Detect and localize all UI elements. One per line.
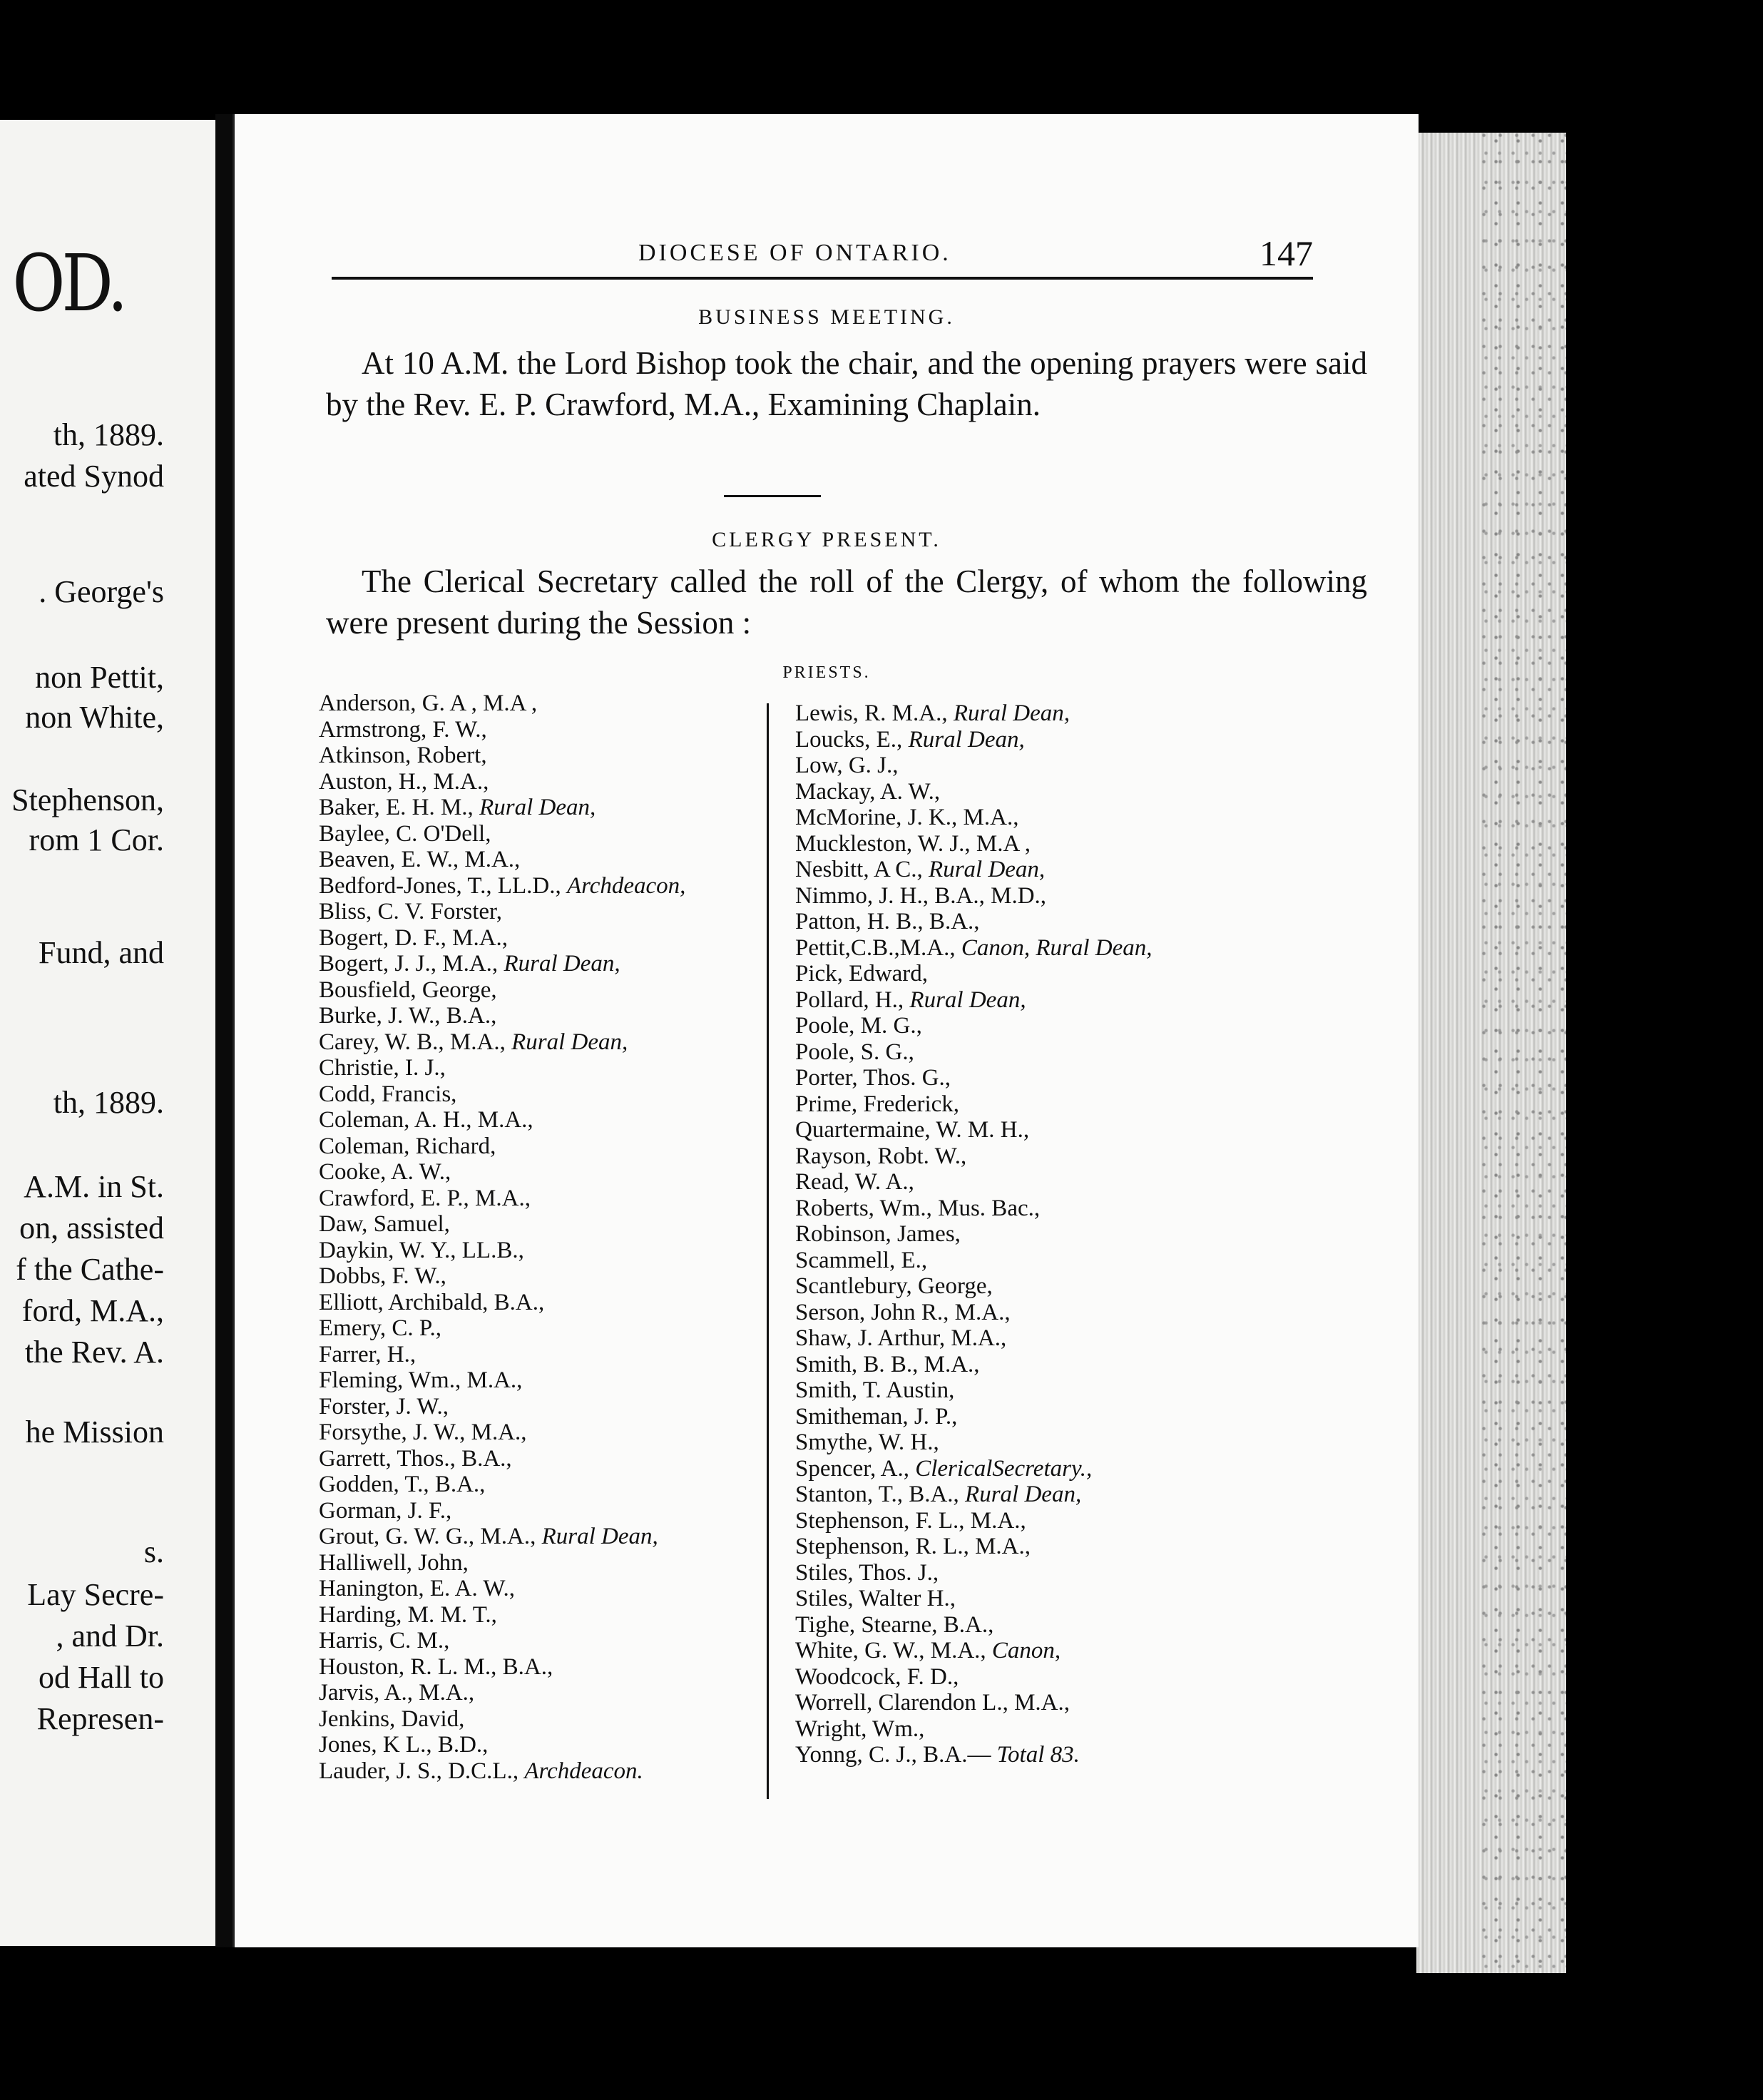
priest-name: Daykin, W. Y., LL.B., <box>319 1237 524 1263</box>
priest-entry <box>795 1482 1153 1508</box>
priest-entry <box>319 1342 685 1368</box>
priest-name: Stephenson, F. L., M.A., <box>795 1507 1026 1534</box>
priest-entry <box>319 1732 685 1758</box>
priest-entry <box>795 753 1153 779</box>
priest-entry <box>319 1315 685 1342</box>
priests-list-right <box>795 700 1153 1768</box>
priest-name: Smitheman, J. P., <box>795 1403 958 1429</box>
priest-name: Read, W. A., <box>795 1169 914 1195</box>
left-text-line: non White, <box>25 700 164 735</box>
header-rule <box>332 277 1313 280</box>
priest-entry <box>795 1248 1153 1274</box>
priest-name: Anderson, G. A , M.A , <box>319 690 538 716</box>
priest-role: Rural Dean, <box>504 951 620 977</box>
priest-role: Rural Dean, <box>511 1029 628 1055</box>
left-text-line: th, 1889. <box>53 1085 164 1120</box>
priest-entry <box>795 727 1153 753</box>
main-page <box>232 114 1419 1947</box>
priest-name: Rayson, Robt. W., <box>795 1143 967 1169</box>
priest-name: Codd, Francis, <box>319 1081 457 1107</box>
priest-entry <box>795 1196 1153 1222</box>
priest-entry <box>319 847 685 873</box>
priest-entry <box>795 1638 1153 1664</box>
priest-name: Poole, M. G., <box>795 1013 922 1039</box>
priest-entry <box>319 1394 685 1420</box>
priest-name: Robinson, James, <box>795 1221 961 1247</box>
priest-entry <box>319 1055 685 1081</box>
left-text-line: od Hall to <box>39 1660 164 1695</box>
left-text-line: Stephenson, <box>11 783 164 817</box>
priest-entry <box>319 1290 685 1316</box>
priest-name: Jenkins, David, <box>319 1706 465 1732</box>
priest-name: Mackay, A. W., <box>795 778 941 805</box>
priest-role: Rural Dean, <box>909 987 1026 1013</box>
priest-name: Roberts, Wm., Mus. Bac., <box>795 1195 1041 1221</box>
priest-name: Armstrong, F. W., <box>319 716 487 743</box>
running-title: DIOCESE OF ONTARIO. <box>638 240 951 266</box>
priest-name: Lewis, R. M.A., <box>795 700 948 726</box>
priest-entry <box>319 1576 685 1602</box>
priest-entry <box>319 1238 685 1264</box>
left-text-line: Fund, and <box>39 935 164 970</box>
priest-name: Muckleston, W. J., M.A , <box>795 830 1031 857</box>
priest-entry <box>795 1065 1153 1091</box>
priest-name: Forster, J. W., <box>319 1393 449 1419</box>
priest-name: Low, G. J., <box>795 753 899 778</box>
priest-name: Wright, Wm., <box>795 1716 925 1742</box>
priest-name: Prime, Frederick, <box>795 1091 960 1117</box>
priest-name: Patton, H. B., B.A., <box>795 909 980 934</box>
priest-name: Coleman, A. H., M.A., <box>319 1107 533 1133</box>
priest-name: Coleman, Richard, <box>319 1133 496 1159</box>
priest-entry <box>795 779 1153 805</box>
priest-name: Carey, W. B., M.A., <box>319 1029 506 1055</box>
priest-entry <box>319 1029 685 1056</box>
priest-entry <box>795 1664 1153 1691</box>
priest-name: Godden, T., B.A., <box>319 1472 486 1497</box>
priest-entry <box>319 769 685 795</box>
priest-role: Rural Dean, <box>541 1524 658 1549</box>
left-text-line: ated Synod <box>24 459 164 494</box>
priest-name: Jarvis, A., M.A., <box>319 1680 475 1706</box>
priest-name: Emery, C. P., <box>319 1315 442 1341</box>
priest-entry <box>319 1419 685 1446</box>
priest-name: McMorine, J. K., M.A., <box>795 805 1019 830</box>
priest-entry <box>319 1628 685 1654</box>
priest-name: Nesbitt, A C., <box>795 857 923 882</box>
priest-entry <box>319 1446 685 1472</box>
priest-role: Rural Dean, <box>953 700 1070 726</box>
priest-name: Yonng, C. J., B.A.— <box>795 1742 991 1768</box>
priest-entry <box>319 1602 685 1628</box>
priest-name: Hanington, E. A. W., <box>319 1576 516 1601</box>
priest-name: Stephenson, R. L., M.A., <box>795 1534 1031 1559</box>
priest-entry <box>319 821 685 847</box>
priest-entry <box>319 1133 685 1160</box>
page-header <box>332 233 1313 272</box>
priest-entry <box>795 1273 1153 1300</box>
priest-name: Scantlebury, George, <box>795 1273 993 1299</box>
priest-entry <box>795 700 1153 727</box>
priest-name: Grout, G. W. G., M.A., <box>319 1524 536 1549</box>
priest-name: Harding, M. M. T., <box>319 1601 497 1628</box>
priest-entry <box>319 1758 685 1785</box>
priest-name: Elliott, Archibald, B.A., <box>319 1289 545 1315</box>
priest-role: Canon, <box>991 1638 1061 1663</box>
priest-entry <box>795 831 1153 857</box>
priest-entry <box>319 1550 685 1576</box>
priests-subheading: PRIESTS. <box>782 663 871 682</box>
left-page-fragment <box>0 120 215 1946</box>
priest-entry <box>795 909 1153 935</box>
priest-name: Dobbs, F. W., <box>319 1263 446 1289</box>
priest-role: Archdeacon. <box>524 1758 643 1784</box>
priest-entry <box>319 690 685 717</box>
priest-name: White, G. W., M.A., <box>795 1638 986 1663</box>
priest-name: Tighe, Stearne, B.A., <box>795 1611 994 1638</box>
clergy-present-text: The Clerical Secretary called the roll of the Clergy, of whom the following were present during the Session : <box>326 564 1367 641</box>
priest-entry <box>795 1742 1153 1768</box>
priest-name: Serson, John R., M.A., <box>795 1299 1011 1325</box>
left-text-line: . George's <box>39 574 164 609</box>
priest-name: Bousfield, George, <box>319 977 497 1003</box>
priest-name: Smith, T. Austin, <box>795 1377 955 1403</box>
priest-entry <box>795 883 1153 909</box>
priest-name: Atkinson, Robert, <box>319 743 487 768</box>
priest-name: Pettit,C.B.,M.A., <box>795 934 956 961</box>
section-separator <box>724 495 821 497</box>
priest-entry <box>795 1612 1153 1638</box>
priest-entry <box>795 1169 1153 1196</box>
priest-name: Bogert, D. F., M.A., <box>319 924 509 951</box>
priest-role: Canon, Rural Dean, <box>961 934 1153 961</box>
priest-entry <box>319 925 685 952</box>
priest-entry <box>319 1003 685 1029</box>
priest-entry <box>795 857 1153 883</box>
priest-entry <box>795 1508 1153 1534</box>
priest-entry <box>319 1159 685 1186</box>
priest-name: Spencer, A., <box>795 1455 909 1482</box>
priest-role: Total 83. <box>996 1742 1080 1768</box>
priest-entry <box>795 1429 1153 1456</box>
priest-entry <box>795 1456 1153 1482</box>
priest-name: Halliwell, John, <box>319 1549 469 1576</box>
priest-entry <box>319 1186 685 1212</box>
page-number: 147 <box>1259 233 1313 273</box>
priest-name: Farrer, H., <box>319 1341 417 1367</box>
priest-name: Crawford, E. P., M.A., <box>319 1185 531 1211</box>
priest-entry <box>795 1352 1153 1378</box>
clergy-present-heading: CLERGY PRESENT. <box>712 528 941 551</box>
priest-entry <box>795 1325 1153 1352</box>
priest-name: Smith, B. B., M.A., <box>795 1351 980 1377</box>
priest-name: Baylee, C. O'Dell, <box>319 820 491 847</box>
priest-name: Gorman, J. F., <box>319 1497 452 1524</box>
left-text-line: A.M. in St. <box>24 1169 164 1204</box>
priest-entry <box>795 1300 1153 1326</box>
priest-entry <box>795 1716 1153 1743</box>
priest-entry <box>319 1367 685 1394</box>
priest-entry <box>319 1472 685 1498</box>
priest-role: Rural Dean, <box>929 857 1046 882</box>
priest-name: Auston, H., M.A., <box>319 768 489 795</box>
priest-entry <box>795 805 1153 831</box>
priest-entry <box>319 1498 685 1524</box>
page-edges <box>1416 133 1566 1973</box>
priest-name: Stiles, Walter H., <box>795 1586 956 1611</box>
priest-name: Houston, R. L. M., B.A., <box>319 1653 553 1680</box>
business-meeting-text: At 10 A.M. the Lord Bishop took the chair, and the opening prayers were said by the Rev. E. P. Crawford, M.A., Examining Chaplain. <box>326 345 1367 422</box>
priest-entry <box>795 1534 1153 1560</box>
priest-name: Bliss, C. V. Forster, <box>319 899 502 924</box>
left-text-line: the Rev. A. <box>24 1335 164 1370</box>
left-text-line: on, assisted <box>19 1210 164 1245</box>
priest-name: Poole, S. G., <box>795 1039 914 1065</box>
priest-name: Beaven, E. W., M.A., <box>319 847 521 872</box>
priest-entry <box>795 1039 1153 1066</box>
priest-name: Garrett, Thos., B.A., <box>319 1445 512 1472</box>
left-text-line: ford, M.A., <box>21 1293 164 1328</box>
priest-name: Woodcock, F. D., <box>795 1663 959 1690</box>
priest-name: Cooke, A. W., <box>319 1159 451 1185</box>
priest-entry <box>319 977 685 1004</box>
priest-name: Bogert, J. J., M.A., <box>319 951 499 977</box>
priest-entry <box>795 1404 1153 1430</box>
business-meeting-heading: BUSINESS MEETING. <box>698 305 955 329</box>
priest-role: Rural Dean, <box>965 1482 1082 1507</box>
left-text-line: Represen- <box>36 1701 164 1736</box>
priest-name: Pollard, H., <box>795 987 904 1013</box>
priest-entry <box>795 1690 1153 1716</box>
priest-name: Shaw, J. Arthur, M.A., <box>795 1325 1007 1351</box>
priest-entry <box>319 1524 685 1550</box>
priest-entry <box>795 987 1153 1014</box>
priest-entry <box>795 1221 1153 1248</box>
priest-name: Harris, C. M., <box>319 1628 450 1653</box>
priest-entry <box>795 1586 1153 1612</box>
priest-entry <box>319 1107 685 1133</box>
priest-name: Daw, Samuel, <box>319 1211 450 1237</box>
priest-name: Stanton, T., B.A., <box>795 1482 959 1507</box>
priest-entry <box>319 1706 685 1733</box>
priest-entry <box>795 1143 1153 1170</box>
priest-entry <box>319 743 685 769</box>
priest-name: Loucks, E., <box>795 726 903 753</box>
priest-name: Baker, E. H. M., <box>319 795 474 820</box>
priest-role: Rural Dean, <box>479 795 596 820</box>
priest-entry <box>319 1081 685 1108</box>
left-text-line: s. <box>143 1534 164 1569</box>
priest-name: Lauder, J. S., D.C.L., <box>319 1758 519 1784</box>
priest-name: Nimmo, J. H., B.A., M.D., <box>795 882 1047 909</box>
priests-list-left <box>319 690 685 1784</box>
priest-entry <box>795 961 1153 987</box>
priest-role: Archdeacon, <box>566 872 686 899</box>
priest-name: Jones, K L., B.D., <box>319 1732 489 1758</box>
priest-name: Stiles, Thos. J., <box>795 1559 939 1586</box>
left-text-line: , and Dr. <box>56 1619 164 1653</box>
left-text-line: non Pettit, <box>35 660 164 695</box>
priest-entry <box>795 1091 1153 1118</box>
priest-role: Rural Dean, <box>908 726 1025 753</box>
priest-entry <box>319 951 685 977</box>
priest-name: Bedford-Jones, T., LL.D., <box>319 872 561 899</box>
priest-entry <box>319 1263 685 1290</box>
priest-name: Christie, I. J., <box>319 1055 446 1081</box>
priest-name: Forsythe, J. W., M.A., <box>319 1419 527 1445</box>
priest-name: Quartermaine, W. M. H., <box>795 1117 1030 1143</box>
left-text-line: f the Cathe- <box>16 1252 164 1287</box>
priest-name: Fleming, Wm., M.A., <box>319 1367 523 1393</box>
priest-name: Porter, Thos. G., <box>795 1065 951 1091</box>
priest-entry <box>319 899 685 925</box>
priest-name: Burke, J. W., B.A., <box>319 1003 497 1029</box>
left-text-line: th, 1889. <box>53 417 164 452</box>
left-text-line: rom 1 Cor. <box>29 822 164 857</box>
left-page-heading: OD. <box>12 238 124 329</box>
left-text-line: Lay Secre- <box>27 1577 164 1612</box>
priest-name: Smythe, W. H., <box>795 1429 939 1455</box>
priest-entry <box>795 1013 1153 1039</box>
priest-entry <box>319 795 685 821</box>
left-text-line: he Mission <box>25 1415 164 1449</box>
priest-entry <box>795 1377 1153 1404</box>
priest-entry <box>795 1560 1153 1586</box>
priest-entry <box>319 1211 685 1238</box>
priest-entry <box>319 1654 685 1681</box>
priest-entry <box>319 717 685 743</box>
book-gutter <box>215 114 234 1947</box>
priest-entry <box>319 873 685 899</box>
priest-entry <box>795 1117 1153 1143</box>
edge-speckle <box>1481 133 1566 1973</box>
priest-entry <box>319 1680 685 1706</box>
priest-name: Scammell, E., <box>795 1247 928 1273</box>
priest-role: ClericalSecretary., <box>915 1455 1093 1482</box>
priest-name: Worrell, Clarendon L., M.A., <box>795 1690 1070 1716</box>
column-divider <box>767 703 769 1799</box>
priest-name: Pick, Edward, <box>795 961 929 987</box>
priest-entry <box>795 935 1153 962</box>
